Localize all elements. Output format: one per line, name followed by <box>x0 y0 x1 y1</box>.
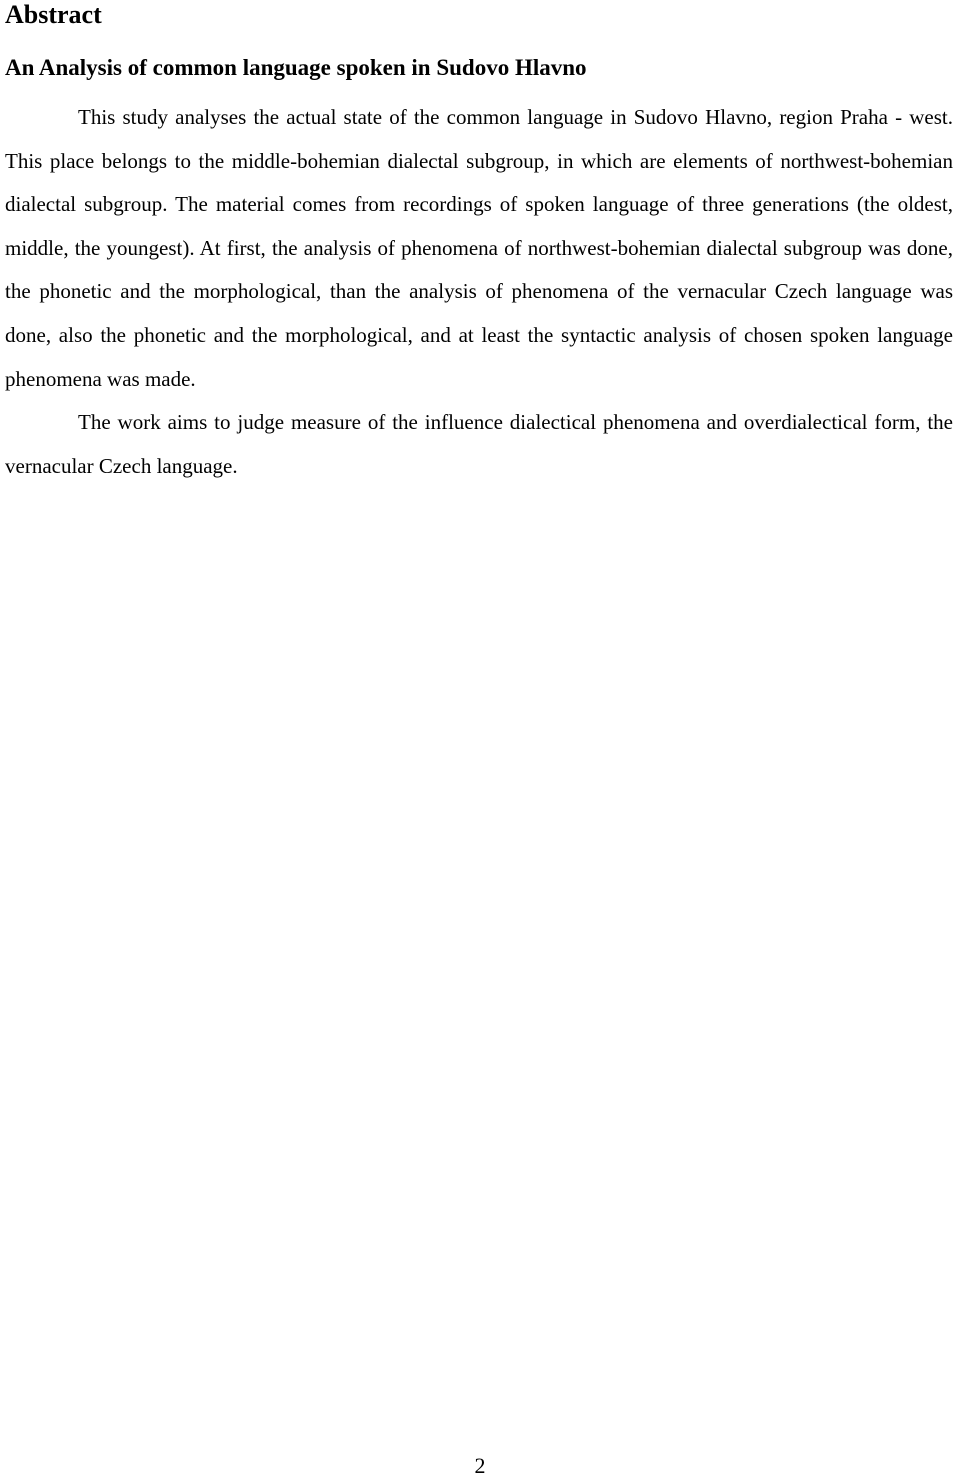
section-heading: Abstract <box>5 0 102 29</box>
abstract-title: An Analysis of common language spoken in Sudovo Hlavno <box>5 55 587 80</box>
abstract-body <box>5 96 955 488</box>
abstract-paragraph-1: This study analyses the actual state of the common language in Sudovo Hlavno, region Praha - west. This place belongs to the middle-bohemian dialectal subgroup, in which are elements of northwest-bohemian dialectal subgroup. The material comes from recordings of spoken language of three generations (the oldest, middle, the youngest). At first, the analysis of phenomena of northwest-bohemian dialectal subgroup was done, the phonetic and the morphological, than the analysis of phenomena of the vernacular Czech language was done, also the phonetic and the morphological, and at least the syntactic analysis of chosen spoken language phenomena was made. <box>5 105 953 391</box>
abstract-paragraph-2: The work aims to judge measure of the influence dialectical phenomena and overdialectical form, the vernacular Czech language. <box>5 410 953 478</box>
page-number: 2 <box>474 1453 486 1478</box>
